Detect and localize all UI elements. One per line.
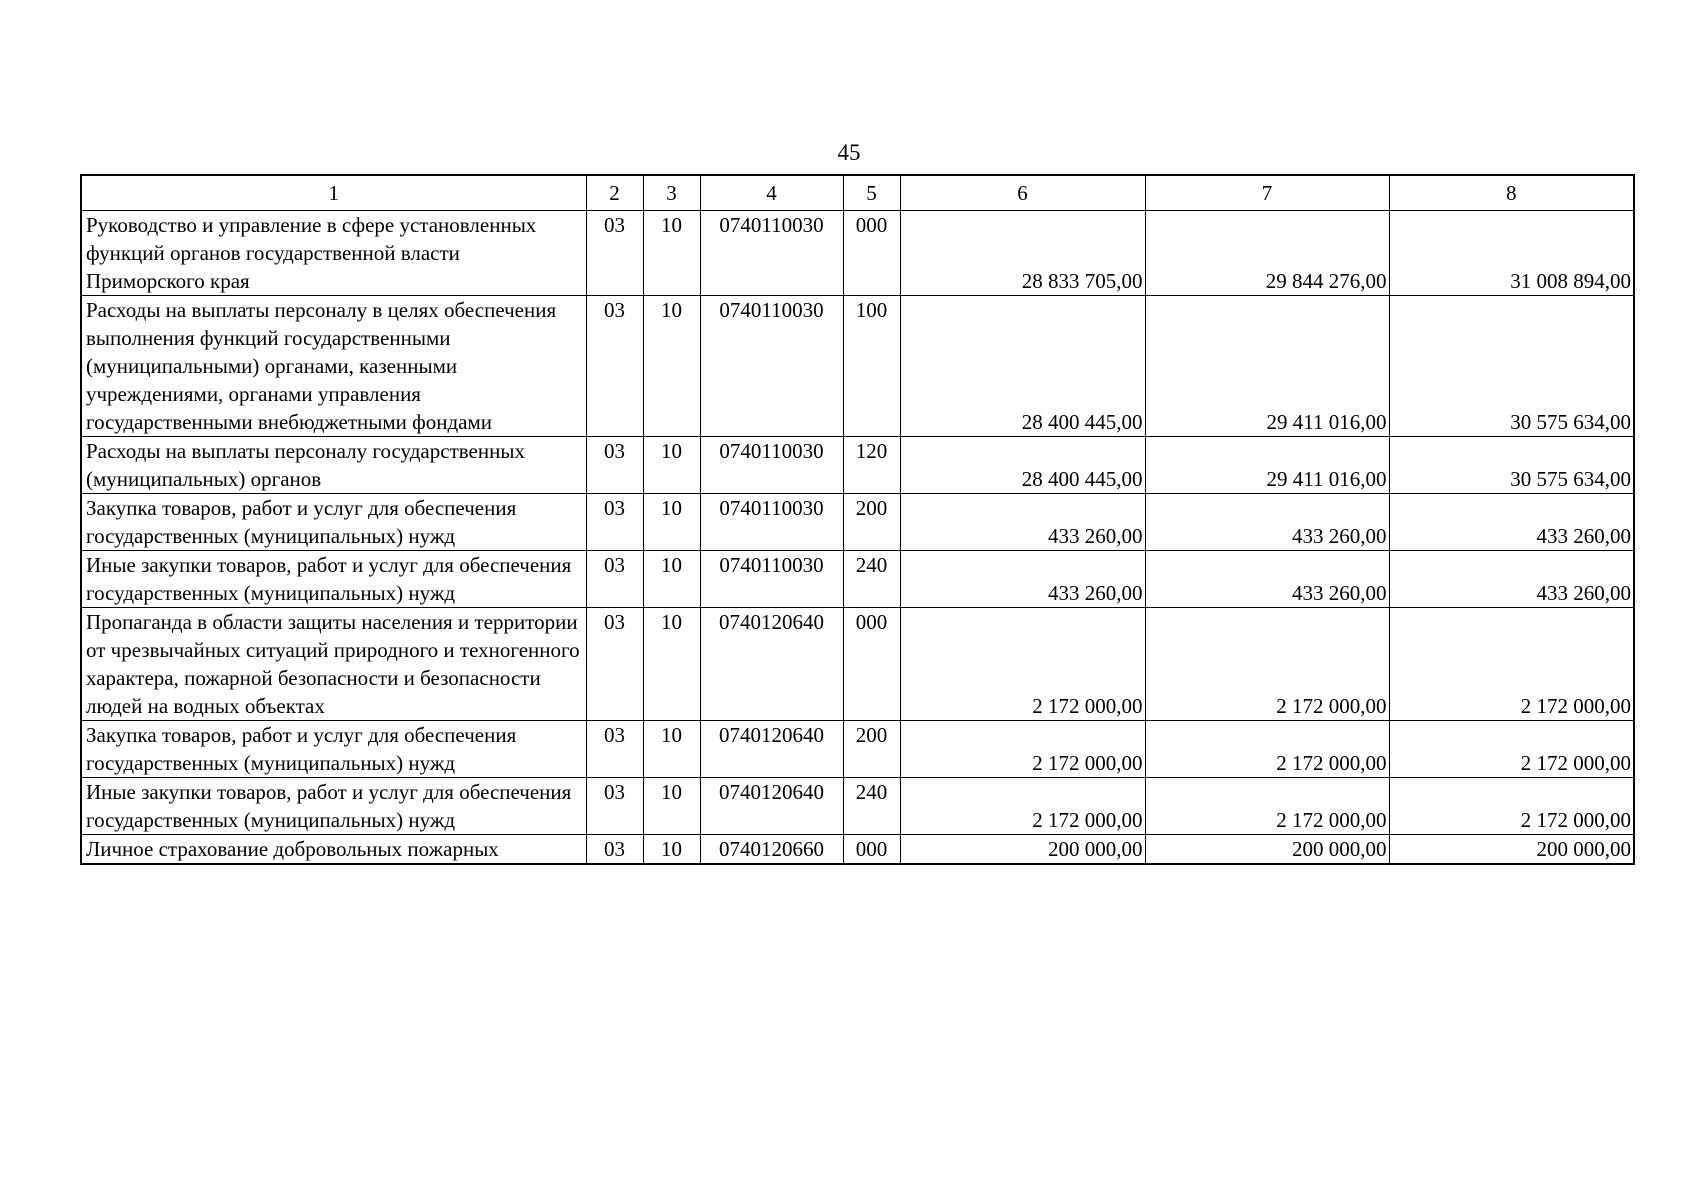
row-name: Иные закупки товаров, работ и услуг для обеспечения государственных (муниципальных) нужд: [81, 778, 586, 835]
column-header: 3: [643, 175, 700, 211]
amount-col-7: 433 260,00: [1145, 494, 1389, 551]
table-row: [81, 551, 1634, 608]
table-row: [81, 608, 1634, 721]
target-article-code: 0740120660: [700, 835, 843, 865]
expense-type-code: 000: [843, 835, 900, 865]
amount-col-6: 2 172 000,00: [900, 721, 1145, 778]
amount-col-7: 29 411 016,00: [1145, 296, 1389, 437]
amount-col-7: 2 172 000,00: [1145, 778, 1389, 835]
amount-col-6: 433 260,00: [900, 551, 1145, 608]
amount-col-8: 2 172 000,00: [1389, 721, 1634, 778]
row-name: Закупка товаров, работ и услуг для обеспечения государственных (муниципальных) нужд: [81, 721, 586, 778]
expense-type-code: 200: [843, 721, 900, 778]
amount-col-6: 2 172 000,00: [900, 608, 1145, 721]
target-article-code: 0740110030: [700, 494, 843, 551]
column-header: 4: [700, 175, 843, 211]
amount-col-7: 2 172 000,00: [1145, 608, 1389, 721]
subsection-code: 10: [643, 551, 700, 608]
column-header: 1: [81, 175, 586, 211]
table-row: [81, 437, 1634, 494]
amount-col-6: 28 833 705,00: [900, 211, 1145, 296]
target-article-code: 0740120640: [700, 721, 843, 778]
expense-type-code: 200: [843, 494, 900, 551]
amount-col-8: 2 172 000,00: [1389, 778, 1634, 835]
row-name: Расходы на выплаты персоналу в целях обеспечения выполнения функций государственными (муниципальными) органами, казенными учреждениями, органами управления государственными внебюджетными фондами: [81, 296, 586, 437]
amount-col-6: 200 000,00: [900, 835, 1145, 865]
amount-col-8: 31 008 894,00: [1389, 211, 1634, 296]
table-row: [81, 778, 1634, 835]
column-header: 5: [843, 175, 900, 211]
subsection-code: 10: [643, 778, 700, 835]
page-number: 45: [837, 140, 861, 165]
section-code: 03: [586, 296, 643, 437]
amount-col-7: 29 844 276,00: [1145, 211, 1389, 296]
subsection-code: 10: [643, 835, 700, 865]
row-name: Иные закупки товаров, работ и услуг для обеспечения государственных (муниципальных) нужд: [81, 551, 586, 608]
section-code: 03: [586, 721, 643, 778]
section-code: 03: [586, 494, 643, 551]
section-code: 03: [586, 211, 643, 296]
expense-type-code: 120: [843, 437, 900, 494]
section-code: 03: [586, 551, 643, 608]
budget-table: [80, 174, 1635, 865]
table-row: [81, 835, 1634, 865]
amount-col-8: 200 000,00: [1389, 835, 1634, 865]
amount-col-7: 200 000,00: [1145, 835, 1389, 865]
table-row: [81, 211, 1634, 296]
row-name: Личное страхование добровольных пожарных: [81, 835, 586, 865]
table-row: [81, 494, 1634, 551]
amount-col-6: 28 400 445,00: [900, 296, 1145, 437]
section-code: 03: [586, 778, 643, 835]
amount-col-8: 30 575 634,00: [1389, 437, 1634, 494]
subsection-code: 10: [643, 608, 700, 721]
target-article-code: 0740120640: [700, 778, 843, 835]
amount-col-7: 433 260,00: [1145, 551, 1389, 608]
target-article-code: 0740120640: [700, 608, 843, 721]
amount-col-8: 30 575 634,00: [1389, 296, 1634, 437]
subsection-code: 10: [643, 721, 700, 778]
section-code: 03: [586, 437, 643, 494]
amount-col-8: 2 172 000,00: [1389, 608, 1634, 721]
amount-col-7: 2 172 000,00: [1145, 721, 1389, 778]
amount-col-7: 29 411 016,00: [1145, 437, 1389, 494]
amount-col-6: 433 260,00: [900, 494, 1145, 551]
column-header: 6: [900, 175, 1145, 211]
row-name: Закупка товаров, работ и услуг для обеспечения государственных (муниципальных) нужд: [81, 494, 586, 551]
column-header: 2: [586, 175, 643, 211]
row-name: Руководство и управление в сфере установленных функций органов государственной власти Приморского края: [81, 211, 586, 296]
amount-col-6: 2 172 000,00: [900, 778, 1145, 835]
target-article-code: 0740110030: [700, 211, 843, 296]
target-article-code: 0740110030: [700, 551, 843, 608]
expense-type-code: 000: [843, 608, 900, 721]
table-row: [81, 296, 1634, 437]
subsection-code: 10: [643, 494, 700, 551]
section-code: 03: [586, 835, 643, 865]
expense-type-code: 240: [843, 551, 900, 608]
row-name: Пропаганда в области защиты населения и территории от чрезвычайных ситуаций природного и техногенного характера, пожарной безопасности и безопасности людей на водных объектах: [81, 608, 586, 721]
column-header: 7: [1145, 175, 1389, 211]
table-row: [81, 721, 1634, 778]
column-header: 8: [1389, 175, 1634, 211]
amount-col-6: 28 400 445,00: [900, 437, 1145, 494]
amount-col-8: 433 260,00: [1389, 494, 1634, 551]
row-name: Расходы на выплаты персоналу государственных (муниципальных) органов: [81, 437, 586, 494]
subsection-code: 10: [643, 437, 700, 494]
target-article-code: 0740110030: [700, 296, 843, 437]
expense-type-code: 100: [843, 296, 900, 437]
section-code: 03: [586, 608, 643, 721]
header-row: [81, 175, 1634, 211]
expense-type-code: 240: [843, 778, 900, 835]
amount-col-8: 433 260,00: [1389, 551, 1634, 608]
subsection-code: 10: [643, 296, 700, 437]
subsection-code: 10: [643, 211, 700, 296]
target-article-code: 0740110030: [700, 437, 843, 494]
expense-type-code: 000: [843, 211, 900, 296]
